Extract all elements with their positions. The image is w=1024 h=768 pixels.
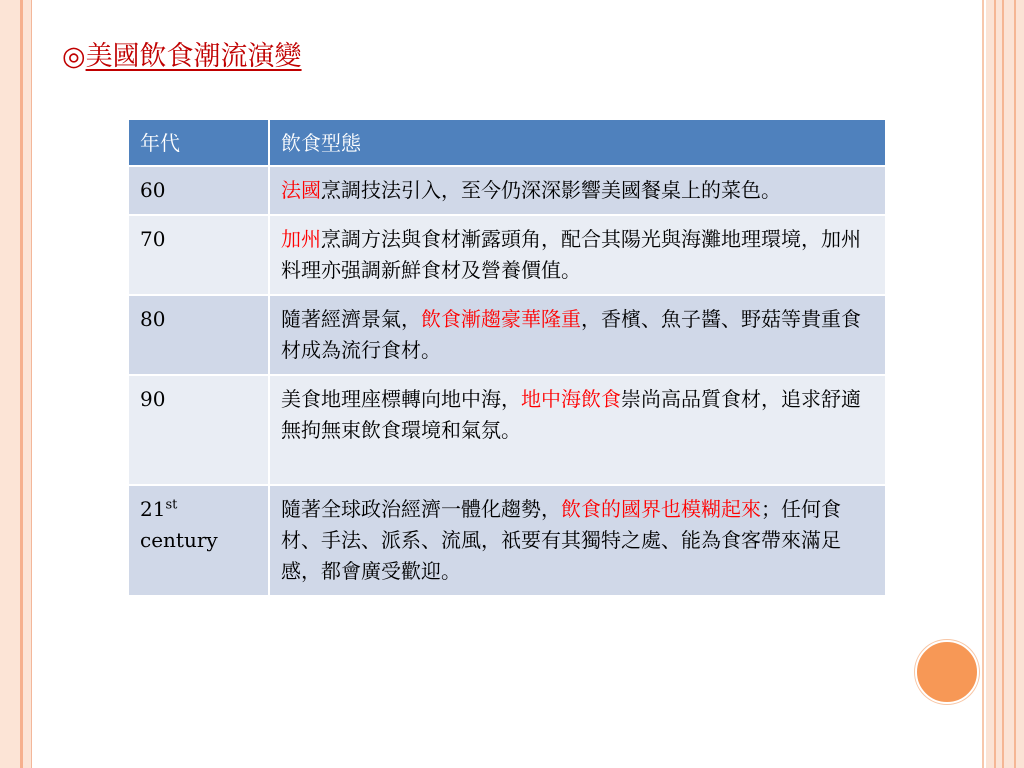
year-cell — [128, 485, 269, 596]
title-bullet-icon: ◎ — [62, 41, 86, 72]
table-header-row — [128, 119, 886, 166]
year-value: 90 — [140, 387, 166, 411]
table-row — [128, 375, 886, 485]
description-text: 飲食的國界也模糊起來 — [561, 497, 761, 521]
title-text: 美國飲食潮流演變 — [85, 41, 302, 72]
year-cell — [128, 215, 269, 295]
year-value: 80 — [140, 307, 166, 331]
slide-title — [62, 34, 302, 73]
description-text: 美食地理座標轉向地中海， — [281, 387, 521, 411]
year-superscript: st — [165, 497, 178, 513]
table-row — [128, 485, 886, 596]
description-text: 飲食漸趨豪華隆重 — [421, 307, 581, 331]
description-text: 烹調方法與食材漸露頭角，配合其陽光與海灘地理環境，加州料理亦强調新鮮食材及營養價值。 — [281, 227, 861, 282]
description-text: ；任何食材、手法、派系、流風，祇要有其獨特之處、能為食客帶來滿足感，都會廣受歡迎。 — [281, 497, 841, 583]
description-text: 崇尚高品質食材，追求舒適無拘無束飲食環境和氣氛。 — [281, 387, 861, 442]
left-decorative-band — [0, 0, 32, 768]
description-cell — [269, 215, 886, 295]
description-text: ，香檳、魚子醬、野菇等貴重食材成為流行食材。 — [281, 307, 861, 362]
description-cell — [269, 485, 886, 596]
header-food-type: 飲食型態 — [269, 119, 886, 166]
right-decorative-stripes — [980, 0, 1024, 768]
description-cell — [269, 375, 886, 485]
year-cell — [128, 375, 269, 485]
year-value: 60 — [140, 178, 166, 202]
description-text: 隨著經濟景氣， — [281, 307, 421, 331]
description-text: 地中海飲食 — [521, 387, 621, 411]
table-row — [128, 215, 886, 295]
table-row — [128, 295, 886, 375]
year-value: 70 — [140, 227, 166, 251]
year-cell — [128, 295, 269, 375]
description-cell — [269, 295, 886, 375]
year-value: 21 — [140, 497, 166, 521]
description-text: 隨著全球政治經濟一體化趨勢， — [281, 497, 561, 521]
description-text: 烹調技法引入，至今仍深深影響美國餐桌上的菜色。 — [321, 178, 781, 202]
orange-circle-decoration — [915, 640, 979, 704]
food-trend-table — [127, 118, 887, 597]
year-suffix: century — [140, 528, 218, 552]
description-cell — [269, 166, 886, 215]
left-decorative-line — [20, 0, 23, 768]
left-decorative-edge — [31, 0, 32, 768]
table-row — [128, 166, 886, 215]
header-year: 年代 — [128, 119, 269, 166]
year-cell — [128, 166, 269, 215]
description-text: 法國 — [281, 178, 321, 202]
description-text: 加州 — [281, 227, 321, 251]
